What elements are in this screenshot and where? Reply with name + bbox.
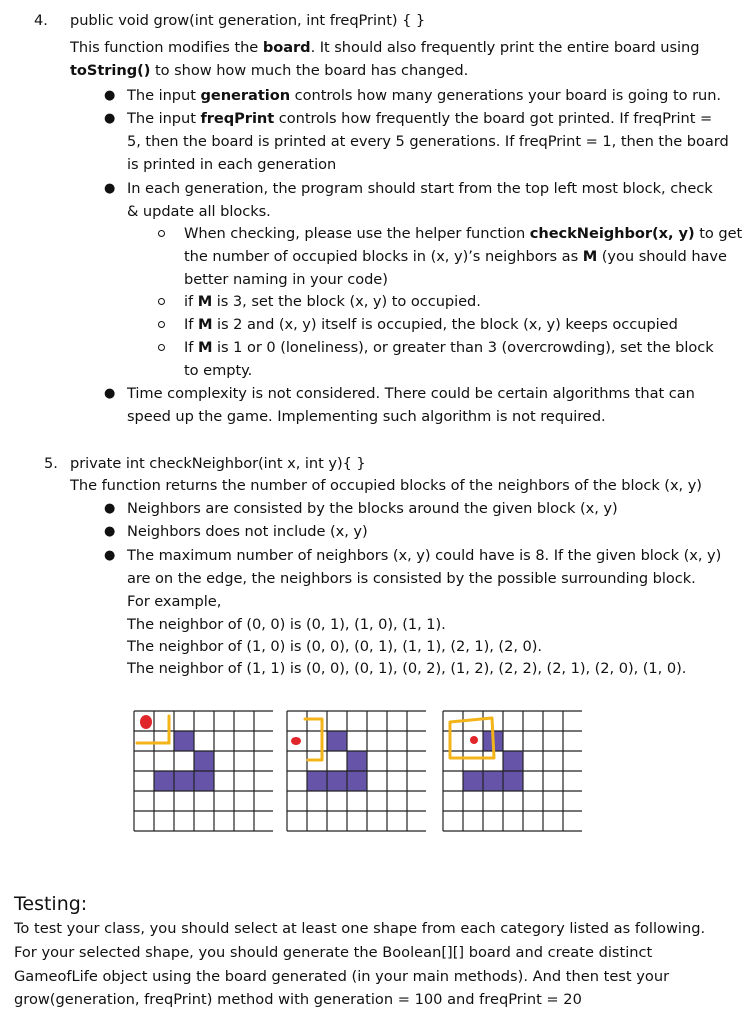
bullet-freqprint-line3: is printed in each generation [127,156,337,173]
bullet-dot: ● [104,386,116,401]
sub-bullet-rule-empty: If M is 1 or 0 (loneliness), or greater than 3 (overcrowding), set the block [184,339,714,356]
sub-bullet-rule-empty-line2: to empty. [184,362,253,379]
sub-bullet-circle [158,298,165,305]
testing-line-2: For your selected shape, you should generate the Boolean[][] board and create distinct [14,944,653,961]
bullet-dot: ● [104,524,116,539]
example-neighbor-1-0: The neighbor of (1, 0) is (0, 0), (0, 1), (1, 1), (2, 1), (2, 0). [127,638,542,655]
sub-bullet-circle [158,230,165,237]
bullet-each-generation: In each generation, the program should start from the top left most block, check [127,180,713,197]
section4-number: 4. [34,12,48,29]
sub-bullet-rule-2: If M is 2 and (x, y) itself is occupied, the block (x, y) keeps occupied [184,316,678,333]
filled-cell [347,751,367,771]
section4-description-line2: toString() to show how much the board has changed. [70,62,469,79]
section5-description: The function returns the number of occupied blocks of the neighbors of the block (x, y) [70,477,702,494]
section4-signature: public void grow(int generation, int freqPrint) { } [70,12,426,29]
testing-line-1: To test your class, you should select at least one shape from each category listed as following. [14,920,706,937]
bullet-dot: ● [104,88,116,103]
sub-bullet-check-neighbor: When checking, please use the helper function checkNeighbor(x, y) to get [184,225,743,242]
bullet-dot: ● [104,181,116,196]
section5-signature: private int checkNeighbor(int x, int y){ } [70,455,366,472]
bullet-max-neighbors: The maximum number of neighbors (x, y) could have is 8. If the given block (x, y) [127,547,722,564]
filled-cell [347,771,367,791]
testing-line-3: GameofLife object using the board generated (in your main methods). And then test your [14,968,670,985]
neighbor-grid-example-1 [133,710,273,832]
section5-number: 5. [44,455,58,472]
bullet-generation: The input generation controls how many generations your board is going to run. [127,87,722,104]
bullet-dot: ● [104,548,116,563]
selected-cell-marker [140,715,152,729]
example-neighbor-0-0: The neighbor of (0, 0) is (0, 1), (1, 0), (1, 1). [127,616,446,633]
sub-bullet-circle [158,344,165,351]
sub-bullet-rule-3: if M is 3, set the block (x, y) to occupied. [184,293,481,310]
selected-cell-marker [470,736,478,744]
filled-cell [194,771,214,791]
filled-cell [307,771,327,791]
bullet-freqprint-line2: 5, then the board is printed at every 5 generations. If freqPrint = 1, then the board [127,133,729,150]
testing-heading: Testing: [14,893,88,915]
filled-cell [503,771,523,791]
sub-bullet-check-neighbor-line3: better naming in your code) [184,271,388,288]
testing-line-4: grow(generation, freqPrint) method with generation = 100 and freqPrint = 20 [14,991,582,1008]
filled-cell [194,751,214,771]
bullet-max-neighbors-line3: For example, [127,593,222,610]
neighbor-grid-example-2 [286,710,426,832]
filled-cell [503,751,523,771]
filled-cell [483,771,503,791]
bullet-dot: ● [104,111,116,126]
filled-cell [327,731,347,751]
bullet-each-generation-line2: & update all blocks. [127,203,271,220]
section4-description: This function modifies the board. It should also frequently print the entire board using [70,39,700,56]
filled-cell [463,771,483,791]
bullet-time-complexity: Time complexity is not considered. There could be certain algorithms that can [127,385,695,402]
bullet-neighbors-exclude: Neighbors does not include (x, y) [127,523,368,540]
sub-bullet-circle [158,321,165,328]
bullet-time-complexity-line2: speed up the game. Implementing such algorithm is not required. [127,408,606,425]
example-neighbor-1-1: The neighbor of (1, 1) is (0, 0), (0, 1), (0, 2), (1, 2), (2, 2), (2, 1), (2, 0), (1, 0). [127,660,687,677]
bullet-max-neighbors-line2: are on the edge, the neighbors is consisted by the possible surrounding block. [127,570,696,587]
bullet-neighbors-around: Neighbors are consisted by the blocks around the given block (x, y) [127,500,618,517]
neighbor-grid-example-3 [442,710,582,832]
bullet-dot: ● [104,501,116,516]
selected-cell-marker [291,737,301,745]
filled-cell [174,771,194,791]
filled-cell [327,771,347,791]
sub-bullet-check-neighbor-line2: the number of occupied blocks in (x, y)’s neighbors as M (you should have [184,248,727,265]
filled-cell [174,731,194,751]
filled-cell [154,771,174,791]
bullet-freqprint: The input freqPrint controls how frequently the board got printed. If freqPrint = [127,110,713,127]
